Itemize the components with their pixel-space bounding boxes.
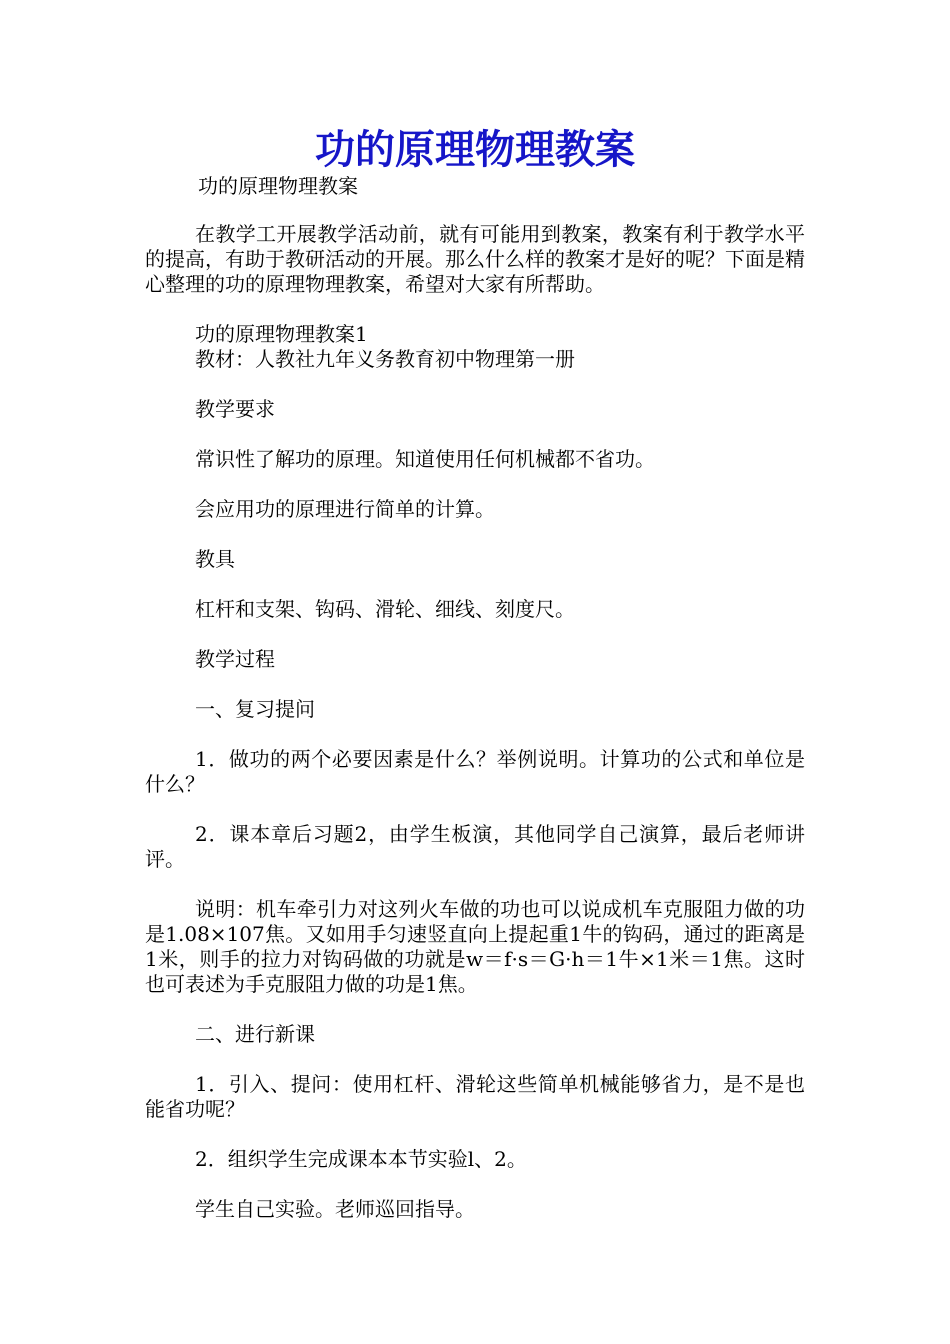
section-heading-lesson-1: 功的原理物理教案1 xyxy=(195,322,368,346)
experiment-note: 学生自己实验。老师巡回指导。 xyxy=(195,1197,475,1221)
heading-teaching-process: 教学过程 xyxy=(195,647,275,671)
document-body xyxy=(145,222,805,1222)
heading-requirements: 教学要求 xyxy=(195,397,275,421)
review-question-1: 1．做功的两个必要因素是什么？举例说明。计算功的公式和单位是什么？ xyxy=(145,747,805,796)
textbook-line: 教材：人教社九年义务教育初中物理第一册 xyxy=(195,347,575,371)
requirement-item-2: 会应用功的原理进行简单的计算。 xyxy=(195,497,495,521)
document-title: 功的原理物理教案 xyxy=(315,126,635,173)
document-subtitle: 功的原理物理教案 xyxy=(198,174,358,198)
requirement-item-1: 常识性了解功的原理。知道使用任何机械都不省功。 xyxy=(195,447,655,471)
explanation-paragraph: 说明：机车牵引力对这列火车做的功也可以说成机车克服阻力做的功是1.08×107焦。又如用手匀速竖直向上提起重1牛的钩码，通过的距离是1米，则手的拉力对钩码做的功就是w＝f·s＝G·h＝1牛×1米＝1焦。这时也可表述为手克服阻力做的功是1焦。 xyxy=(145,897,805,996)
heading-new-lesson: 二、进行新课 xyxy=(195,1022,315,1046)
heading-teaching-aids: 教具 xyxy=(195,547,235,571)
teaching-aids-list: 杠杆和支架、钩码、滑轮、细线、刻度尺。 xyxy=(195,597,575,621)
new-lesson-item-2: 2．组织学生完成课本本节实验l、2。 xyxy=(195,1147,527,1171)
new-lesson-item-1: 1．引入、提问：使用杠杆、滑轮这些简单机械能够省力，是不是也能省功呢？ xyxy=(145,1072,805,1121)
heading-review: 一、复习提问 xyxy=(195,697,315,721)
review-question-2: 2．课本章后习题2，由学生板演，其他同学自己演算，最后老师讲评。 xyxy=(145,822,805,871)
intro-paragraph: 在教学工开展教学活动前，就有可能用到教案，教案有利于教学水平的提高，有助于教研活动的开展。那么什么样的教案才是好的呢？下面是精心整理的功的原理物理教案，希望对大家有所帮助。 xyxy=(145,222,805,296)
